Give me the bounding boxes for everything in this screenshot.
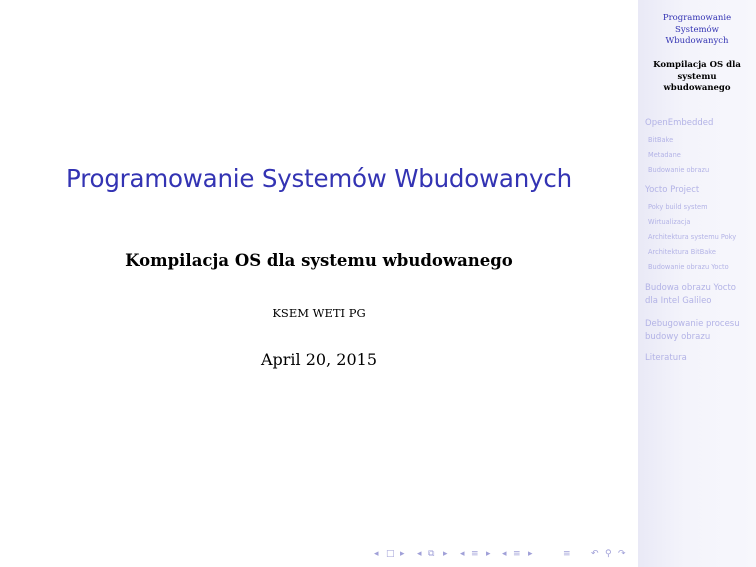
sidebar-item-budowanie-obrazu-yocto[interactable]: Budowanie obrazu Yocto [648, 263, 729, 271]
sidebar-section-budowa-obrazu-galileo[interactable]: Budowa obrazu Yocto dla Intel Galileo [645, 283, 736, 306]
nav-align-icon[interactable]: ≡ [563, 549, 571, 559]
nav-redo-icon[interactable]: ↷ [618, 549, 626, 559]
sidebar-section-openembedded[interactable]: OpenEmbedded [645, 118, 714, 128]
nav-section-icon[interactable]: ≡ [471, 549, 479, 559]
nav-frame-icon[interactable]: □ [386, 549, 395, 559]
nav-search-icon[interactable]: ⚲ [605, 549, 612, 559]
nav-left-arrow-icon[interactable]: ◂ [460, 549, 465, 559]
sidebar-item-bitbake[interactable]: BitBake [648, 136, 674, 144]
sidebar-outline [638, 0, 756, 567]
presentation-subtitle: Kompilacja OS dla systemu wbudowanego [125, 251, 513, 270]
sidebar-section-literatura[interactable]: Literatura [645, 353, 687, 363]
nav-right-arrow-icon[interactable]: ▸ [486, 549, 491, 559]
sidebar-item-budowanie-obrazu[interactable]: Budowanie obrazu [648, 166, 710, 174]
sidebar-section-yocto-project[interactable]: Yocto Project [645, 185, 700, 195]
sidebar-section-debugowanie[interactable]: Debugowanie procesu budowy obrazu [645, 319, 740, 342]
presentation-date: April 20, 2015 [260, 350, 377, 369]
sidebar-title[interactable]: Programowanie Systemów Wbudowanych [662, 13, 732, 46]
nav-left-arrow-icon[interactable]: ◂ [374, 549, 379, 559]
sidebar-item-architektura-bitbake[interactable]: Architektura BitBake [648, 248, 716, 256]
nav-section-alt-icon[interactable]: ≡ [513, 549, 521, 559]
nav-right-arrow-icon[interactable]: ▸ [528, 549, 533, 559]
sidebar-item-architektura-poky[interactable]: Architektura systemu Poky [648, 233, 737, 241]
nav-right-arrow-icon[interactable]: ▸ [443, 549, 448, 559]
nav-undo-icon[interactable]: ↶ [591, 549, 599, 559]
nav-left-arrow-icon[interactable]: ◂ [502, 549, 507, 559]
beamer-navigation-bar [372, 547, 634, 561]
presentation-author: KSEM WETI PG [272, 306, 366, 320]
nav-left-arrow-icon[interactable]: ◂ [417, 549, 422, 559]
nav-subsection-icon[interactable]: ⧉ [428, 549, 435, 559]
sidebar-item-poky-build-system[interactable]: Poky build system [648, 203, 708, 211]
sidebar-item-wirtualizacja[interactable]: Wirtualizacja [648, 218, 691, 226]
sidebar-item-metadane[interactable]: Metadane [648, 151, 681, 159]
presentation-title: Programowanie Systemów Wbudowanych [66, 164, 572, 193]
sidebar-subtitle[interactable]: Kompilacja OS dla systemu wbudowanego [653, 60, 741, 93]
nav-right-arrow-icon[interactable]: ▸ [400, 549, 405, 559]
